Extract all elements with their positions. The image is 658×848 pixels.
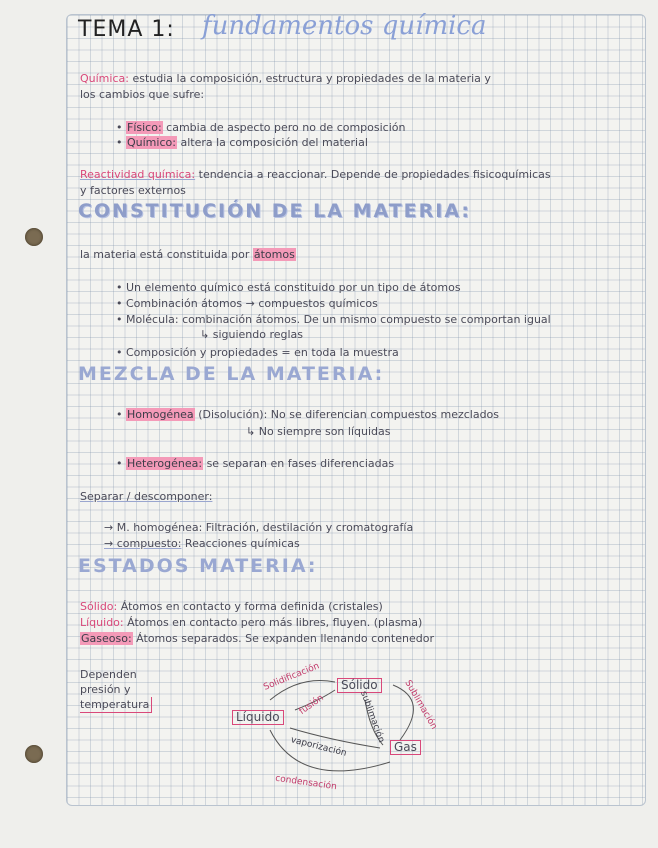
constitution-bullet-3: • Molécula: combinación átomos. De un mismo compuesto se comportan igual [116,313,551,326]
heterogeneous-text: se separan en fases diferenciadas [206,457,395,470]
reactivity-term: Reactividad química: [80,168,196,181]
label-solidification: Solidificación [262,661,321,693]
chemical-text: altera la composición del material [180,136,368,149]
label-fusion: fusión [297,693,326,717]
section-header-constitution: CONSTITUCIÓN DE LA MATERIA: [78,200,472,222]
lead-text: la materia está constituida por [80,248,250,261]
lead-term: átomos [253,248,295,261]
reactivity-line2: y factores externos [80,184,186,197]
bullet-dot: • [116,136,123,149]
homogeneous-subnote: ↳ No siempre son líquidas [246,425,391,438]
separation-heading: Separar / descomponer: [80,490,213,503]
heterogeneous-line: • Heterogénea: se separan en fases diferenciadas [116,457,395,470]
intro-term: Química: [80,72,129,85]
section-header-states: ESTADOS MATERIA: [78,555,318,577]
compound-term: → compuesto: [104,537,182,550]
gas-text: Átomos separados. Se expanden llenando contenedor [136,632,434,645]
diagram-note: Dependen presión y temperatura [80,667,152,713]
liquid-term: Líquido: [80,616,124,629]
heterogeneous-term: Heterogénea: [127,457,203,470]
chemical-term: Químico: [127,136,176,149]
physical-text: cambia de aspecto pero no de composición [166,121,406,134]
constitution-bullet-2: • Combinación átomos → compuestos químicos [116,297,378,310]
title-prefix: TEMA 1: [78,17,175,42]
homogeneous-text: (Disolución): No se diferencian compuestos mezclados [198,408,500,421]
intro-text: estudia la composición, estructura y propiedades de la materia y [132,72,491,85]
homogeneous-line: • Homogénea (Disolución): No se diferencian compuestos mezclados [116,408,500,421]
compound-text: Reacciones químicas [184,537,300,550]
label-sublimation-up: Sublimación [402,678,439,732]
label-condensation: condensación [274,773,338,793]
constitution-bullet-4: • Composición y propiedades = en toda la muestra [116,346,399,359]
intro-line2: los cambios que sufre: [80,88,205,101]
label-vaporization: vaporización [289,735,348,759]
constitution-bullet-1: • Un elemento químico está constituido por un tipo de átomos [116,281,461,294]
gas-term: Gaseoso: [81,632,132,645]
solid-box: Sólido [337,678,382,693]
solid-term: Sólido: [80,600,118,613]
liquid-box: Líquido [232,710,284,725]
homogeneous-term: Homogénea [127,408,194,421]
section-header-mixture: MEZCLA DE LA MATERIA: [78,363,385,385]
label-sublimation-down: sublimación [358,689,386,745]
reactivity-text: tendencia a reaccionar. Depende de propiedades fisicoquímicas [198,168,551,181]
bullet-dot: • [116,121,123,134]
title-script: fundamentos química [202,11,487,41]
gas-box: Gas [390,740,421,755]
constitution-subnote: ↳ siguiendo reglas [200,328,304,341]
liquid-text: Átomos en contacto pero más libres, fluyen. (plasma) [127,616,423,629]
solid-text: Átomos en contacto y forma definida (cristales) [120,600,383,613]
physical-term: Físico: [127,121,162,134]
separation-homogeneous: → M. homogénea: Filtración, destilación y cromatografía [104,521,414,534]
